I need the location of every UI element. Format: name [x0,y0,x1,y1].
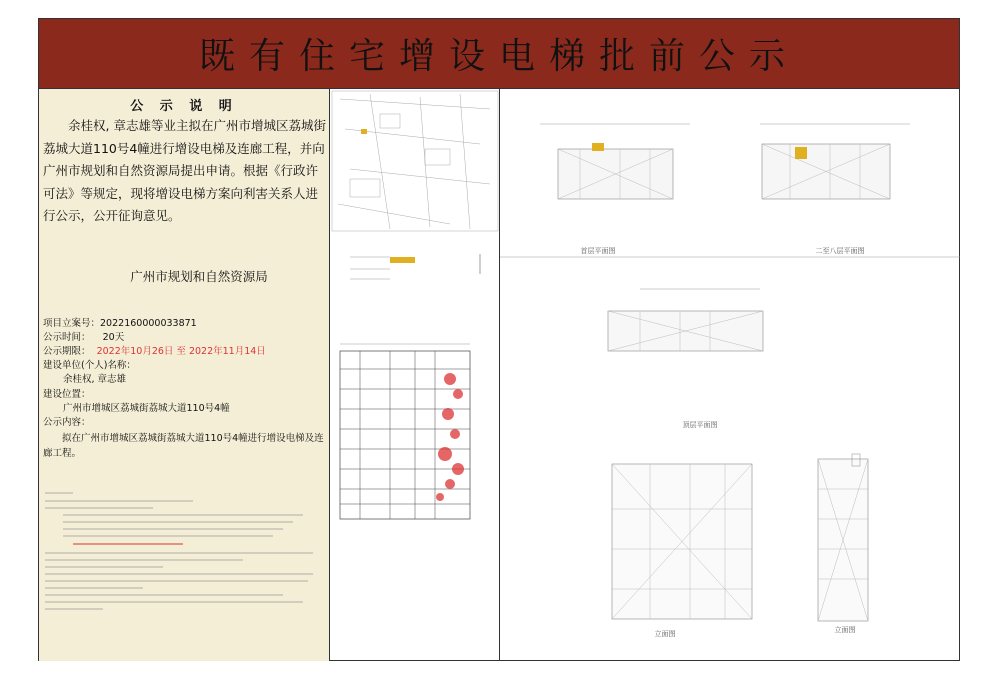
site-plan-column [330,89,500,661]
elevation-2 [818,454,868,621]
floor-plan-2 [760,124,910,199]
notes-scribble [43,489,326,619]
plan3-label: 顶层平面图 [682,421,718,429]
dates-value: 2022年10月26日 至 2022年11月14日 [96,346,266,357]
elev1-label: 立面图 [654,630,676,638]
applicant-label: 建设单位(个人)名称： [43,360,136,371]
floor-plan-1 [540,124,690,199]
location-label: 建设位置： [43,389,91,400]
plan2-label: 二至八层平面图 [815,247,865,255]
project-no-row [43,318,197,330]
dates-label: 公示期限： [43,346,91,357]
notice-panel [39,89,330,661]
applicant-value: 余桂权, 章志雄 [63,374,127,385]
project-no: 2022160000033871 [100,318,197,329]
content-label: 公示内容： [43,417,91,428]
signature-table [340,344,470,519]
fingerprint-stamps [436,373,464,501]
content-value: 拟在广州市增城区荔城街荔城大道110号4幢进行增设电梯及连廊工程。 [43,433,324,459]
title-banner [38,18,960,89]
notice-heading: 公 示 说 明 [130,99,238,114]
site-map [332,91,498,231]
project-no-label: 项目立案号： [43,318,101,329]
period-row [43,332,124,344]
page-title: 既有住宅增设电梯批前公示 [198,36,799,77]
elevation-1 [612,464,752,619]
site-marker [361,129,367,134]
roof-plan [608,289,763,351]
plan1-label: 首层平面图 [580,247,616,255]
notice-org: 广州市规划和自然资源局 [130,269,268,284]
location-value: 广州市增城区荔城街荔城大道110号4幢 [63,403,230,414]
period-label: 公示时间： [43,332,91,343]
site-plan-drawing [330,89,500,661]
drawings-svg [500,89,960,661]
legend [350,254,480,279]
drawings-panel [500,89,960,661]
notes-block [43,489,326,623]
dates-row [43,346,266,358]
period-value: 20天 [102,332,125,343]
elev2-label: 立面图 [834,626,856,634]
notice-body: 余桂权, 章志雄等业主拟在广州市增城区荔城街荔城大道110号4幢进行增设电梯及连廊工程，并向广州市规划和自然资源局提出申请。根据《行政许可法》等规定，现将增设电梯方案向利害关系人进行公示，公开征询意见。 [43,118,326,223]
